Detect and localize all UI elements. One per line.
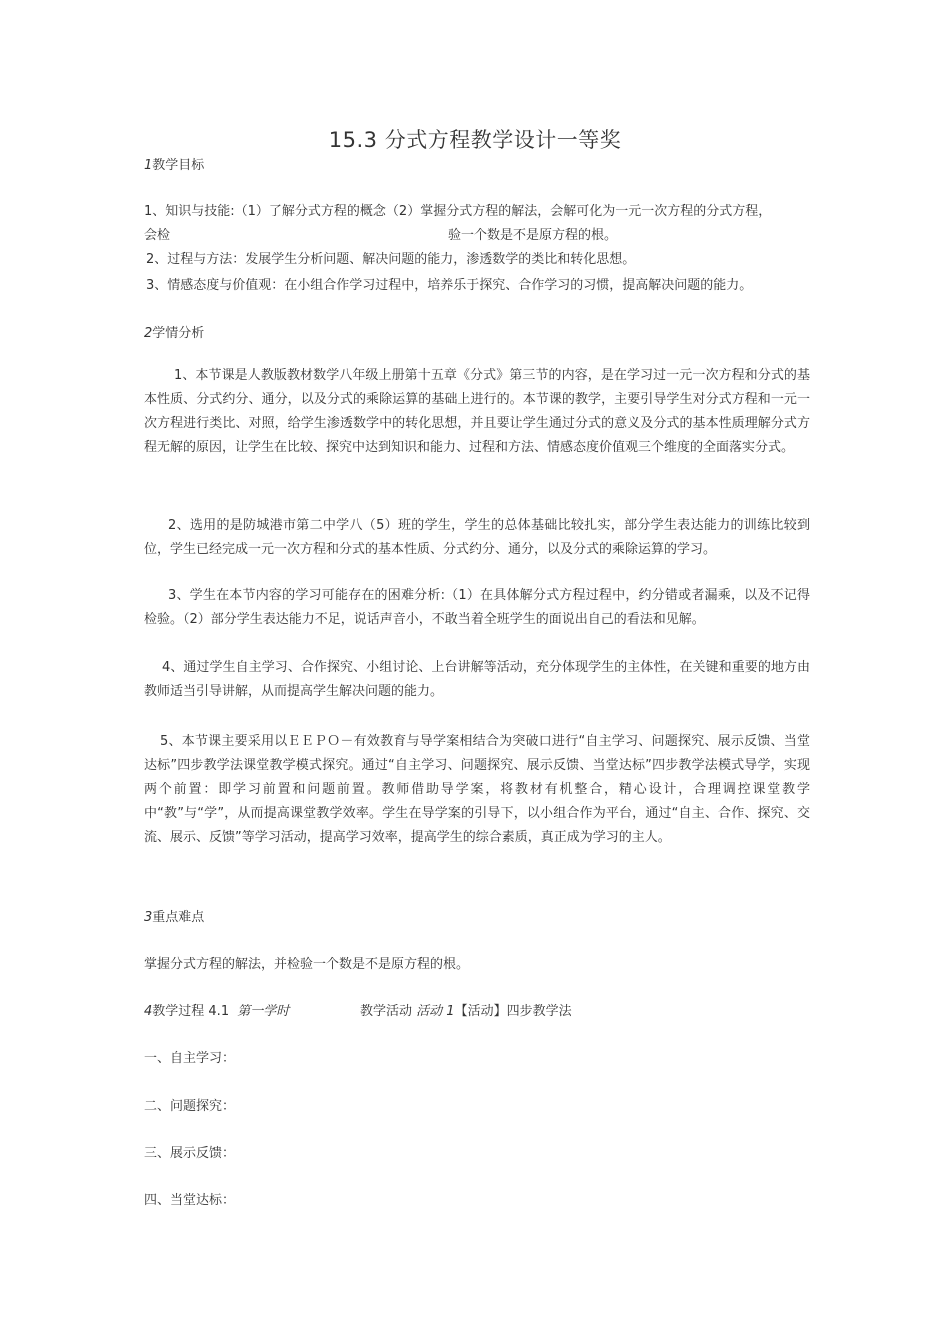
- section-heading-analysis: [144, 322, 204, 341]
- step-self-study: 一、自主学习：: [144, 1051, 236, 1066]
- step-in-class-target: 四、当堂达标：: [144, 1193, 236, 1208]
- analysis-paragraph-1: 1、本节课是人教版教材数学八年级上册第十五章《分式》第三节的内容，是在学习过一元一次方程和分式的基本性质、分式约分、通分，以及分式的乘除运算的基础上进行的。本节课的教学，主要引导学生对分式方程和一元一次方程进行类比、对照，给学生渗透数学中的转化思想，并且要让学生通过分式的意义及分式的基本性质理解分式方程无解的原因，让学生在比较、探究中达到知识和能力、过程和方法、情感态度价值观三个维度的全面落实分式。: [144, 368, 810, 455]
- activity-heading: [360, 1000, 572, 1019]
- period-label: 第一学时: [237, 1004, 290, 1019]
- analysis-paragraph-2: 2、选用的是防城港市第二中学八（5）班的学生，学生的总体基础比较扎实，部分学生表达能力的训练比较到位，学生已经完成一元一次方程和分式的基本性质、分式约分、通分，以及分式的乘除运算的学习。: [144, 518, 810, 557]
- document-title: 15.3 分式方程教学设计一等奖: [328, 128, 622, 152]
- section-number: 3: [144, 910, 153, 925]
- section-number: 1: [144, 158, 153, 173]
- section-heading-text: 教学目标: [152, 158, 205, 173]
- section-number: 2: [144, 326, 153, 341]
- goal-item-1-cont-a: 会检: [144, 228, 171, 243]
- analysis-paragraph-4: 4、通过学生自主学习、合作探究、小组讨论、上台讲解等活动，充分体现学生的主体性，在关键和重要的地方由教师适当引导讲解，从而提高学生解决问题的能力。: [144, 660, 810, 699]
- goal-item-1-cont-b: 验一个数是不是原方程的根。: [448, 228, 618, 243]
- activity-label: 教学活动: [360, 1004, 413, 1019]
- step-presentation-feedback: 三、展示反馈：: [144, 1146, 236, 1161]
- goal-item-1: 1、知识与技能:（1）了解分式方程的概念（2）掌握分式方程的解法，会解可化为一元一次方程的分式方程，: [144, 204, 772, 219]
- analysis-paragraph-3: 3、学生在本节内容的学习可能存在的困难分析:（1）在具体解分式方程过程中，约分错或者漏乘，以及不记得检验。（2）部分学生表达能力不足，说话声音小，不敢当着全班学生的面说出自己的看法和见解。: [144, 588, 810, 627]
- activity-number: 活动 1: [416, 1004, 455, 1019]
- section-heading-goals: [144, 154, 204, 173]
- section-heading-text: 重点难点: [152, 910, 205, 925]
- section-heading-text: 学情分析: [152, 326, 205, 341]
- step-problem-explore: 二、问题探究：: [144, 1099, 236, 1114]
- goal-item-3: 3、情感态度与价值观：在小组合作学习过程中，培养乐于探究、合作学习的习惯，提高解决问题的能力。: [146, 278, 753, 293]
- goal-item-2: 2、过程与方法：发展学生分析问题、解决问题的能力，渗透数学的类比和转化思想。: [146, 252, 636, 267]
- activity-title: 【活动】四步教学法: [454, 1004, 572, 1019]
- analysis-paragraph-5: 5、本节课主要采用以ＥＥＰＯ－有效教育与导学案相结合为突破口进行“自主学习、问题探究、展示反馈、当堂达标”四步教学法课堂教学模式探究。通过“自主学习、问题探究、展示反馈、当堂达标”四步教学法模式导学，实现两个前置：即学习前置和问题前置。教师借助导学案，将教材有机整合，精心设计，合理调控课堂教学中“教”与“学”，从而提高课堂教学效率。学生在导学案的引导下，以小组合作为平台，通过“自主、合作、探究、交流、展示、反馈”等学习活动，提高学习效率，提高学生的综合素质，真正成为学习的主人。: [144, 734, 810, 845]
- keypoints-text: 掌握分式方程的解法，并检验一个数是不是原方程的根。: [144, 957, 470, 972]
- section-number: 4: [144, 1004, 153, 1019]
- section-heading-text: 教学过程 4.1: [152, 1004, 230, 1019]
- section-heading-keypoints: [144, 906, 204, 925]
- section-heading-process: [144, 1000, 289, 1019]
